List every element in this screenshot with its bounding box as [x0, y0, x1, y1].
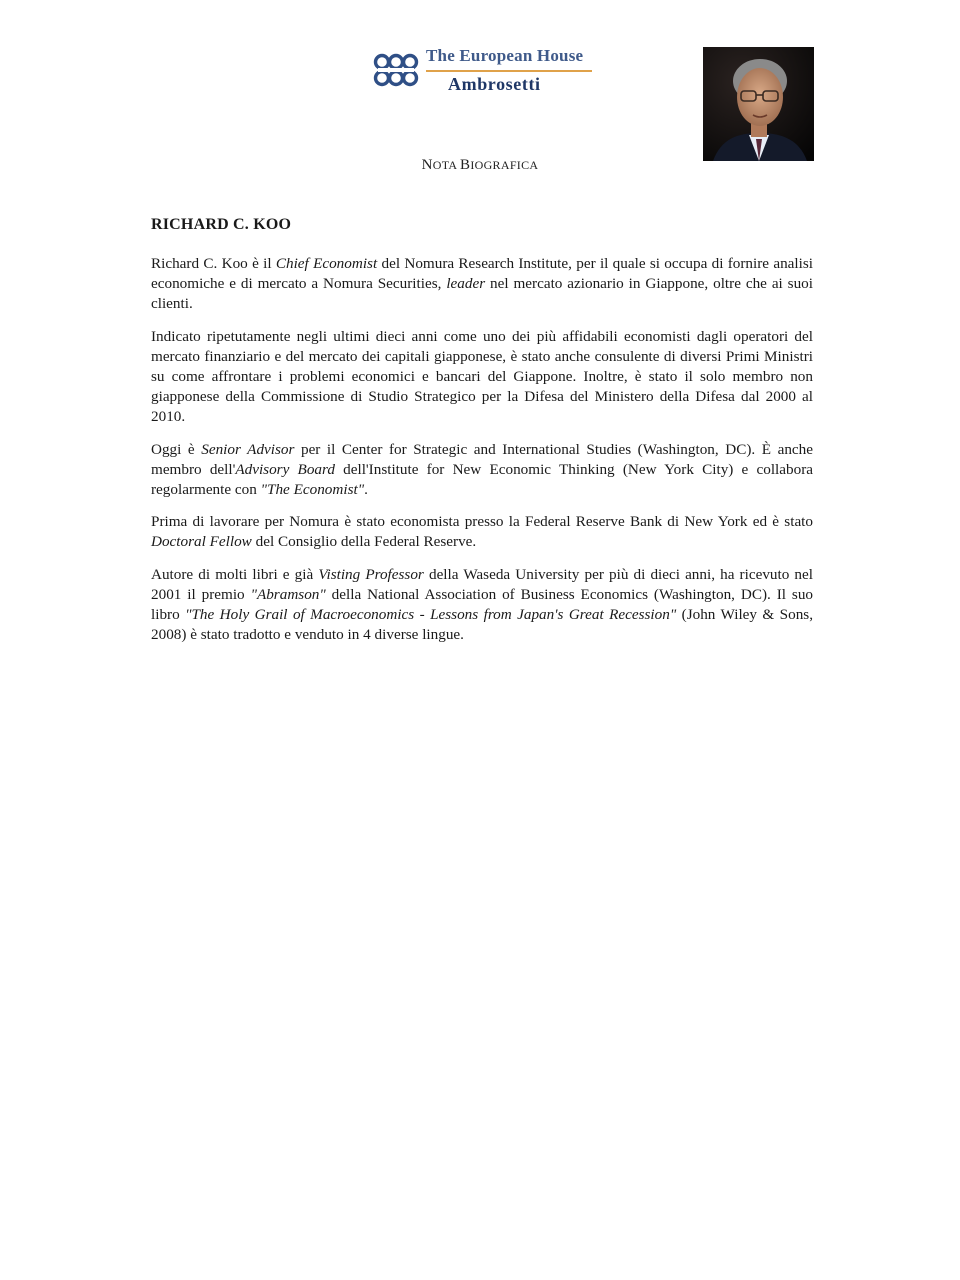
logo-line-1: The European House: [426, 46, 584, 65]
bio-paragraph-1: Richard C. Koo è il Chief Economist del Nomura Research Institute, per il quale si occupa di fornire analisi economiche e di mercato a Nomura Securities, leader nel mercato azionario in Giappone, oltre che ai suoi clienti.: [151, 255, 813, 313]
person-name: RICHARD C. KOO: [151, 216, 292, 233]
person-portrait-icon: [703, 47, 814, 161]
logo-divider: [426, 70, 592, 72]
ambrosetti-logo-icon: [370, 50, 422, 90]
bio-paragraph-5: Autore di molti libri e già Visting Professor della Waseda University per più di dieci anni, ha ricevuto nel 2001 il premio "Abramson" della National Association of Business Economics (Washington, DC). Il suo libro "The Holy Grail of Macroeconomics - Lessons from Japan's Great Recession" (John Wiley & Sons, 2008) è stato tradotto e venduto in 4 diverse lingue.: [151, 565, 814, 644]
portrait-photo: [703, 47, 814, 161]
bio-paragraph-4: Prima di lavorare per Nomura è stato economista presso la Federal Reserve Bank di New York ed è stato Doctoral Fellow del Consiglio della Federal Reserve.: [151, 513, 813, 551]
biography-body: [151, 254, 813, 657]
company-logo: [370, 44, 610, 100]
document-type-heading: NOTA BIOGRAFICA: [421, 157, 539, 173]
logo-line-2: Ambrosetti: [448, 74, 541, 94]
bio-paragraph-3: Oggi è Senior Advisor per il Center for Strategic and International Studies (Washington, DC). È anche membro dell'Advisory Board dell'Institute for New Economic Thinking (New York City) e collabora regolarmente con "The Economist".: [151, 440, 814, 499]
bio-paragraph-2: Indicato ripetutamente negli ultimi dieci anni come uno dei più affidabili economisti dagli operatori del mercato finanziario e del mercato dei capitali giapponese, è stato anche consulente di diversi Primi Ministri su come affrontare i problemi economici e bancari del Giappone. Inoltre, è stato il solo membro non giapponese della Commissione di Studio Strategico per la Difesa del Ministero della Difesa dal 2000 al 2010.: [151, 327, 813, 426]
